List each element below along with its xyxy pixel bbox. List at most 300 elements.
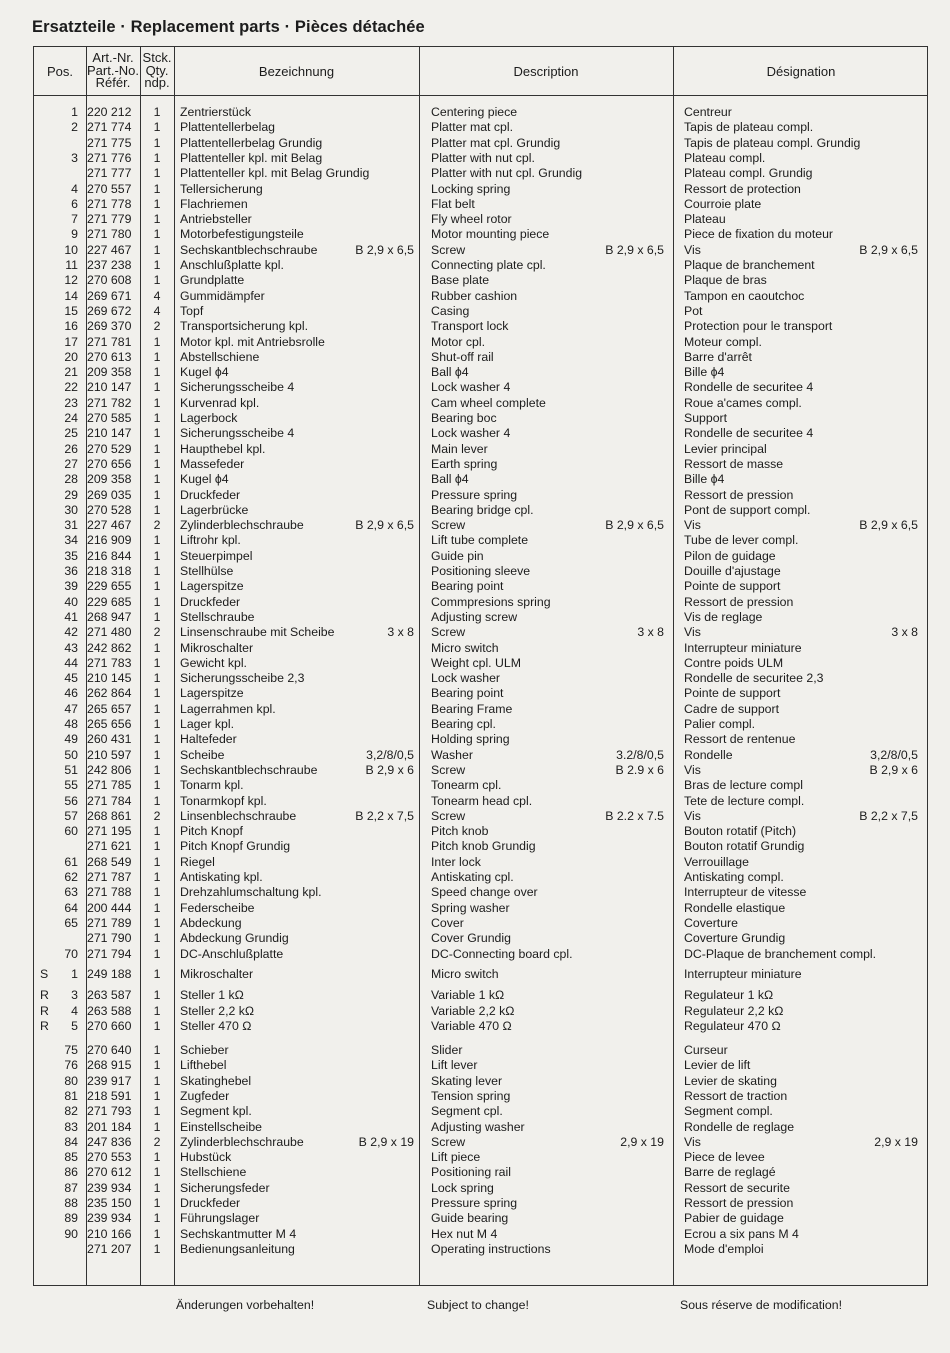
cell-pos: 56 bbox=[64, 793, 78, 808]
cell-qty: 2 bbox=[153, 319, 161, 334]
cell-qty: 1 bbox=[153, 380, 161, 395]
cell-pos: 17 bbox=[64, 334, 78, 349]
cell-en: Platter mat cpl. Grundig bbox=[431, 135, 561, 150]
cell-en: Fly wheel rotor bbox=[431, 212, 512, 227]
cell-en: Screw bbox=[431, 762, 466, 777]
cell-art: 218 591 bbox=[87, 1088, 132, 1103]
cell-fr: Vis bbox=[684, 1134, 701, 1149]
cell-fr: Piece de fixation du moteur bbox=[684, 227, 834, 242]
cell-qty: 1 bbox=[153, 732, 161, 747]
cell-en: Screw bbox=[431, 518, 466, 533]
cell-art: 270 613 bbox=[87, 349, 132, 364]
cell-dim-en: B 2,9 x 6,5 bbox=[605, 518, 664, 533]
cell-dim-en: B 2.9 x 6 bbox=[615, 762, 664, 777]
cell-de: Mikroschalter bbox=[180, 640, 254, 655]
cell-dim bbox=[314, 105, 414, 119]
cell-fr: Tete de lecture compl. bbox=[684, 793, 805, 808]
cell-dim-en: 2,9 x 19 bbox=[620, 1134, 664, 1149]
cell-art: 271 621 bbox=[87, 839, 132, 854]
cell-fr: Curseur bbox=[684, 1043, 728, 1057]
cell-fr: Levier principal bbox=[684, 441, 767, 456]
cell-art: 210 166 bbox=[87, 1226, 132, 1241]
cell-art: 227 467 bbox=[87, 242, 132, 257]
cell-fr: Ressort de securite bbox=[684, 1180, 790, 1195]
cell-art: 270 608 bbox=[87, 273, 132, 288]
cell-qty: 1 bbox=[153, 747, 161, 762]
cell-de: Sicherungsfeder bbox=[180, 1180, 270, 1195]
cell-en: Adjusting screw bbox=[431, 609, 518, 624]
cell-pos: 87 bbox=[64, 1180, 78, 1195]
cell-art: 229 685 bbox=[87, 594, 132, 609]
cell-dim: B 2,9 x 19 bbox=[358, 1134, 414, 1149]
footer-en: Subject to change! bbox=[427, 1298, 529, 1312]
cell-pos: 4 bbox=[71, 181, 78, 196]
cell-pos: 1 bbox=[71, 967, 78, 981]
cell-pos: 4 bbox=[71, 1003, 78, 1018]
cell-fr: Interrupteur miniature bbox=[684, 967, 802, 981]
cell-fr: Interrupteur miniature bbox=[684, 640, 802, 655]
cell-art: 209 358 bbox=[87, 365, 132, 380]
cell-en: Tension spring bbox=[431, 1088, 511, 1103]
cell-art: 271 793 bbox=[87, 1104, 132, 1119]
cell-fr: DC-Plaque de branchement compl. bbox=[684, 946, 877, 961]
cell-de: Stellhülse bbox=[180, 564, 234, 578]
cell-art: 271 794 bbox=[87, 946, 132, 961]
cell-art: 271 787 bbox=[87, 870, 132, 884]
cell-art: 270 612 bbox=[87, 1165, 132, 1180]
cell-pos: 41 bbox=[64, 609, 78, 624]
cell-qty: 1 bbox=[153, 242, 161, 257]
cell-dim: B 2,9 x 6,5 bbox=[355, 242, 414, 257]
cell-qty: 1 bbox=[153, 1241, 161, 1256]
cell-fr: Vis de reglage bbox=[684, 609, 763, 624]
cell-dim bbox=[314, 457, 414, 471]
cell-dim bbox=[314, 564, 414, 578]
cell-dim bbox=[314, 1089, 414, 1103]
cell-en: Cam wheel complete bbox=[431, 395, 546, 410]
cell-pos: 27 bbox=[64, 456, 78, 471]
cell-pos: 75 bbox=[64, 1043, 78, 1057]
cell-de: Plattentellerbelag Grundig bbox=[180, 135, 323, 150]
cell-dim bbox=[314, 988, 414, 1002]
cell-en: Lock washer 4 bbox=[431, 426, 511, 441]
cell-de: Federscheibe bbox=[180, 900, 255, 915]
cell-qty: 1 bbox=[153, 1088, 161, 1103]
cell-fr: Tampon en caoutchoc bbox=[684, 288, 805, 303]
cell-fr: Ressort de pression bbox=[684, 594, 794, 609]
cell-de: Sicherungsscheibe 4 bbox=[180, 426, 295, 441]
cell-pos: 15 bbox=[64, 303, 78, 318]
cell-dim bbox=[314, 1074, 414, 1088]
cell-en: Adjusting washer bbox=[431, 1119, 525, 1134]
cell-de: Steuerpimpel bbox=[180, 548, 253, 563]
cell-dim-fr: 3 x 8 bbox=[891, 625, 918, 640]
cell-art: 265 656 bbox=[87, 717, 132, 731]
cell-qty: 1 bbox=[153, 967, 161, 981]
cell-art: 210 147 bbox=[87, 380, 132, 395]
cell-pos: 30 bbox=[64, 502, 78, 517]
cell-pos bbox=[48, 136, 78, 150]
cell-dim bbox=[314, 166, 414, 180]
cell-en: Bearing point bbox=[431, 579, 504, 594]
cell-en: Micro switch bbox=[431, 640, 499, 655]
cell-dim bbox=[314, 1120, 414, 1134]
cell-dim bbox=[314, 151, 414, 165]
cell-de: Abstellschiene bbox=[180, 349, 260, 364]
cell-pos bbox=[48, 166, 78, 180]
cell-art: 263 588 bbox=[87, 1003, 132, 1018]
cell-fr: Rondelle de reglage bbox=[684, 1119, 795, 1134]
cell-art: 229 655 bbox=[87, 579, 132, 594]
footer-fr: Sous réserve de modification! bbox=[680, 1298, 842, 1312]
cell-qty: 1 bbox=[153, 946, 161, 961]
cell-pfx: S bbox=[40, 967, 49, 981]
cell-qty: 1 bbox=[153, 915, 161, 930]
header-designation: Désignation bbox=[766, 63, 836, 79]
cell-fr: Bouton rotatif Grundig bbox=[684, 839, 805, 854]
cell-en: Motor mounting piece bbox=[431, 227, 550, 242]
cell-de: Grundplatte bbox=[180, 273, 245, 288]
cell-qty: 1 bbox=[153, 1180, 161, 1195]
cell-en: Connecting plate cpl. bbox=[431, 258, 546, 272]
cell-fr: Vis bbox=[684, 808, 701, 823]
cell-fr: Ecrou a six pans M 4 bbox=[684, 1226, 799, 1241]
cell-de: Zylinderblechschraube bbox=[180, 518, 304, 533]
cell-de: Tonarm kpl. bbox=[180, 778, 244, 793]
cell-fr: Bille ϕ4 bbox=[684, 472, 725, 487]
cell-pfx: R bbox=[40, 988, 49, 1002]
cell-de: Motorbefestigungsteile bbox=[180, 227, 304, 242]
cell-dim bbox=[314, 197, 414, 211]
cell-qty: 1 bbox=[153, 762, 161, 777]
cell-de: Lagerbrücke bbox=[180, 502, 249, 517]
cell-fr: Ressort de protection bbox=[684, 181, 801, 196]
header-divider bbox=[34, 95, 927, 96]
cell-fr: Antiskating compl. bbox=[684, 870, 784, 884]
cell-dim bbox=[314, 855, 414, 869]
cell-en: Screw bbox=[431, 625, 466, 640]
cell-de: Schieber bbox=[180, 1043, 229, 1057]
cell-de: Mikroschalter bbox=[180, 967, 254, 981]
cell-fr: Ressort de traction bbox=[684, 1088, 788, 1103]
cell-de: Scheibe bbox=[180, 747, 225, 762]
cell-qty: 1 bbox=[153, 258, 161, 272]
cell-pos: 90 bbox=[64, 1226, 78, 1241]
cell-de: Kugel ϕ4 bbox=[180, 365, 229, 380]
cell-qty: 1 bbox=[153, 456, 161, 471]
cell-en: Main lever bbox=[431, 441, 488, 456]
cell-en: Rubber cashion bbox=[431, 288, 518, 303]
cell-en: Lift lever bbox=[431, 1058, 478, 1073]
cell-art: 270 660 bbox=[87, 1019, 132, 1033]
cell-fr: Verrouillage bbox=[684, 854, 749, 869]
cell-dim bbox=[314, 579, 414, 593]
cell-en: Bearing boc bbox=[431, 411, 497, 425]
cell-dim bbox=[314, 488, 414, 502]
cell-en: Platter with nut cpl. bbox=[431, 150, 535, 165]
cell-art: 200 444 bbox=[87, 900, 132, 915]
cell-dim bbox=[314, 839, 414, 853]
cell-en: Washer bbox=[431, 747, 473, 762]
cell-dim-fr: B 2,9 x 6,5 bbox=[859, 242, 918, 257]
cell-qty: 1 bbox=[153, 870, 161, 884]
cell-dim-en: B 2.2 x 7.5 bbox=[605, 808, 664, 823]
cell-pos: 76 bbox=[64, 1058, 78, 1073]
cell-dim bbox=[314, 380, 414, 394]
cell-qty: 1 bbox=[153, 411, 161, 425]
cell-art: 210 145 bbox=[87, 671, 132, 686]
cell-dim bbox=[314, 1227, 414, 1241]
cell-art: 271 781 bbox=[87, 334, 132, 349]
cell-fr: Coverture Grundig bbox=[684, 931, 786, 946]
cell-pos: 25 bbox=[64, 426, 78, 441]
cell-dim-fr: B 2,9 x 6,5 bbox=[859, 518, 918, 533]
cell-de: Flachriemen bbox=[180, 196, 248, 211]
cell-pos: 57 bbox=[64, 808, 78, 823]
cell-de: Kurvenrad kpl. bbox=[180, 395, 260, 410]
cell-pos: 64 bbox=[64, 900, 78, 915]
cell-qty: 1 bbox=[153, 395, 161, 410]
cell-fr: Tube de lever compl. bbox=[684, 533, 799, 548]
cell-dim bbox=[314, 136, 414, 150]
cell-qty: 1 bbox=[153, 120, 161, 135]
cell-de: Zugfeder bbox=[180, 1088, 230, 1103]
cell-en: Flat belt bbox=[431, 196, 475, 211]
cell-en: Lock washer 4 bbox=[431, 380, 511, 395]
cell-dim-en: B 2,9 x 6,5 bbox=[605, 242, 664, 257]
cell-fr: Courroie plate bbox=[684, 196, 762, 211]
page-title: Ersatzteile · Replacement parts · Pièces détachée bbox=[32, 18, 425, 36]
cell-pos: 26 bbox=[64, 441, 78, 456]
cell-fr: Segment compl. bbox=[684, 1104, 773, 1119]
cell-art: 271 207 bbox=[87, 1241, 132, 1256]
cell-qty: 1 bbox=[153, 988, 161, 1002]
cell-qty: 1 bbox=[153, 1196, 161, 1210]
cell-pfx: R bbox=[40, 1003, 49, 1018]
cell-de: Motor kpl. mit Antriebsrolle bbox=[180, 334, 325, 349]
cell-qty: 1 bbox=[153, 441, 161, 456]
cell-qty: 1 bbox=[153, 533, 161, 548]
cell-qty: 1 bbox=[153, 1119, 161, 1134]
cell-dim bbox=[314, 533, 414, 547]
cell-fr: Pot bbox=[684, 303, 703, 318]
cell-qty: 1 bbox=[153, 686, 161, 701]
cell-dim bbox=[314, 1181, 414, 1195]
cell-dim bbox=[314, 335, 414, 349]
cell-pos: 45 bbox=[64, 671, 78, 686]
cell-fr: Pointe de support bbox=[684, 579, 781, 594]
cell-qty: 1 bbox=[153, 227, 161, 242]
cell-art: 271 776 bbox=[87, 150, 132, 165]
cell-en: Motor cpl. bbox=[431, 334, 485, 349]
header-part-number-de: Art.-Nr. bbox=[92, 50, 134, 66]
cell-pos bbox=[48, 1242, 78, 1256]
cell-pos: 21 bbox=[64, 365, 78, 380]
cell-fr: Interrupteur de vitesse bbox=[684, 885, 807, 900]
cell-pos: 12 bbox=[64, 273, 78, 288]
cell-dim bbox=[314, 289, 414, 303]
cell-pos: 34 bbox=[64, 533, 78, 548]
cell-qty: 1 bbox=[153, 1165, 161, 1180]
cell-art: 270 656 bbox=[87, 456, 132, 471]
cell-art: 271 195 bbox=[87, 824, 132, 839]
footer-de: Änderungen vorbehalten! bbox=[176, 1298, 315, 1312]
cell-en: Lock washer bbox=[431, 671, 501, 686]
cell-en: Bearing Frame bbox=[431, 701, 513, 716]
cell-en: Tonearm cpl. bbox=[431, 778, 502, 793]
cell-de: Antiskating kpl. bbox=[180, 870, 263, 884]
cell-en: Commpresions spring bbox=[431, 594, 551, 609]
cell-pos: 51 bbox=[64, 762, 78, 777]
cell-pos: 6 bbox=[71, 196, 78, 211]
cell-en: Guide bearing bbox=[431, 1211, 509, 1226]
cell-fr: Rondelle bbox=[684, 747, 733, 762]
cell-art: 201 184 bbox=[87, 1119, 132, 1134]
cell-qty: 1 bbox=[153, 854, 161, 869]
cell-pos: 61 bbox=[64, 854, 78, 869]
cell-fr: Coverture bbox=[684, 915, 738, 930]
cell-de: Steller 1 kΩ bbox=[180, 988, 244, 1002]
cell-pos: 49 bbox=[64, 732, 78, 747]
cell-art: 218 318 bbox=[87, 564, 132, 578]
cell-fr: Bille ϕ4 bbox=[684, 365, 725, 380]
cell-art: 271 778 bbox=[87, 196, 132, 211]
cell-pos: 3 bbox=[71, 150, 78, 165]
cell-fr: Centreur bbox=[684, 105, 732, 119]
cell-de: Topf bbox=[180, 303, 204, 318]
cell-en: Tonearm head cpl. bbox=[431, 793, 533, 808]
cell-pos: 62 bbox=[64, 870, 78, 884]
cell-dim bbox=[314, 641, 414, 655]
cell-art: 210 597 bbox=[87, 747, 132, 762]
cell-en: Platter mat cpl. bbox=[431, 120, 514, 135]
cell-dim bbox=[314, 717, 414, 731]
cell-dim bbox=[314, 1019, 414, 1033]
cell-fr: Vis bbox=[684, 625, 701, 640]
cell-art: 210 147 bbox=[87, 426, 132, 441]
column-divider bbox=[140, 47, 141, 1285]
cell-pos: 81 bbox=[64, 1088, 78, 1103]
cell-dim-en: 3 x 8 bbox=[637, 625, 664, 640]
cell-de: Anschlußplatte kpl. bbox=[180, 258, 284, 272]
cell-dim bbox=[314, 411, 414, 425]
cell-fr: Support bbox=[684, 411, 728, 425]
cell-qty: 1 bbox=[153, 1211, 161, 1226]
cell-de: Sicherungsscheibe 4 bbox=[180, 380, 295, 395]
cell-dim bbox=[314, 702, 414, 716]
cell-qty: 1 bbox=[153, 166, 161, 181]
cell-dim bbox=[314, 258, 414, 272]
cell-qty: 1 bbox=[153, 579, 161, 594]
cell-fr: Moteur compl. bbox=[684, 334, 762, 349]
cell-dim bbox=[314, 120, 414, 134]
cell-fr: Rondelle de securitee 4 bbox=[684, 380, 814, 395]
cell-de: Antriebsteller bbox=[180, 212, 252, 227]
cell-dim bbox=[314, 227, 414, 241]
cell-qty: 1 bbox=[153, 793, 161, 808]
cell-dim: 3 x 8 bbox=[387, 625, 414, 640]
cell-dim: B 2,9 x 6 bbox=[365, 762, 414, 777]
cell-art: 216 844 bbox=[87, 548, 132, 563]
cell-fr: Pointe de support bbox=[684, 686, 781, 701]
cell-qty: 1 bbox=[153, 1058, 161, 1073]
cell-en: Guide pin bbox=[431, 548, 484, 563]
cell-pos: 10 bbox=[64, 242, 78, 257]
cell-dim bbox=[314, 916, 414, 930]
cell-de: Gummidämpfer bbox=[180, 288, 265, 303]
cell-en: Bearing bridge cpl. bbox=[431, 502, 534, 517]
cell-pos: 3 bbox=[71, 988, 78, 1002]
parts-table bbox=[33, 46, 928, 1286]
cell-de: Skatinghebel bbox=[180, 1073, 252, 1088]
cell-dim bbox=[314, 901, 414, 915]
cell-qty: 1 bbox=[153, 717, 161, 731]
cell-de: Plattenteller kpl. mit Belag bbox=[180, 150, 323, 165]
cell-dim-fr: B 2,9 x 6 bbox=[869, 762, 918, 777]
cell-dim-fr: B 2,2 x 7,5 bbox=[859, 808, 918, 823]
cell-dim bbox=[314, 947, 414, 961]
cell-en: Lift piece bbox=[431, 1150, 481, 1165]
cell-qty: 1 bbox=[153, 1226, 161, 1241]
cell-qty: 1 bbox=[153, 1043, 161, 1057]
cell-qty: 1 bbox=[153, 824, 161, 839]
cell-art: 239 934 bbox=[87, 1211, 132, 1226]
cell-en: Weight cpl. ULM bbox=[431, 655, 521, 670]
cell-qty: 2 bbox=[153, 625, 161, 640]
cell-qty: 2 bbox=[153, 1134, 161, 1149]
cell-dim bbox=[314, 1104, 414, 1118]
cell-dim bbox=[314, 472, 414, 486]
cell-en: Skating lever bbox=[431, 1073, 503, 1088]
cell-pos: 46 bbox=[64, 686, 78, 701]
cell-art: 271 783 bbox=[87, 655, 132, 670]
cell-de: Haltefeder bbox=[180, 732, 237, 747]
cell-art: 242 862 bbox=[87, 640, 132, 655]
cell-dim bbox=[314, 610, 414, 624]
cell-dim bbox=[314, 656, 414, 670]
cell-pfx: R bbox=[40, 1019, 49, 1033]
cell-art: 268 549 bbox=[87, 854, 132, 869]
cell-de: Druckfeder bbox=[180, 1196, 241, 1210]
cell-en: DC-Connecting board cpl. bbox=[431, 946, 573, 961]
cell-art: 227 467 bbox=[87, 518, 132, 533]
cell-qty: 4 bbox=[153, 288, 161, 303]
cell-qty: 1 bbox=[153, 487, 161, 502]
cell-art: 271 790 bbox=[87, 931, 132, 946]
cell-de: Linsenblechschraube bbox=[180, 808, 297, 823]
cell-qty: 1 bbox=[153, 426, 161, 441]
cell-de: Pitch Knopf bbox=[180, 824, 243, 839]
cell-fr: Plateau compl. Grundig bbox=[684, 166, 813, 181]
cell-pos: 83 bbox=[64, 1119, 78, 1134]
cell-art: 269 671 bbox=[87, 288, 132, 303]
cell-dim bbox=[314, 1058, 414, 1072]
cell-fr: Douille d'ajustage bbox=[684, 564, 781, 578]
cell-art: 271 774 bbox=[87, 120, 132, 135]
cell-art: 262 864 bbox=[87, 686, 132, 701]
cell-art: 265 657 bbox=[87, 701, 132, 716]
cell-qty: 1 bbox=[153, 150, 161, 165]
cell-pos bbox=[48, 839, 78, 853]
column-divider bbox=[673, 47, 674, 1285]
cell-de: Einstellscheibe bbox=[180, 1119, 263, 1134]
cell-en: Variable 1 kΩ bbox=[431, 988, 505, 1002]
cell-dim bbox=[314, 442, 414, 456]
header-pos: Pos. bbox=[46, 63, 73, 79]
cell-qty: 1 bbox=[153, 564, 161, 578]
cell-dim bbox=[314, 549, 414, 563]
cell-qty: 1 bbox=[153, 349, 161, 364]
